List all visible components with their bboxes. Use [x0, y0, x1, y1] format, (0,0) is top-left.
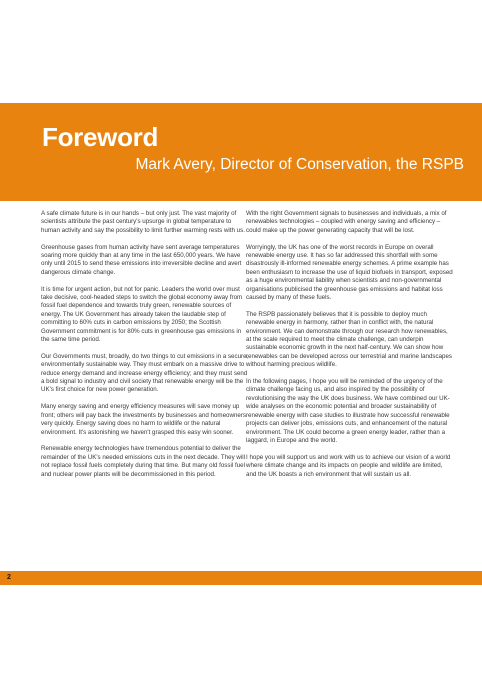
paragraph: With the right Government signals to businesses and individuals, a mix of renewables technologies – coupled with energy saving and efficiency – could make up the power generating capacity that will be lost. — [246, 210, 447, 234]
paragraph: Renewable energy technologies have tremendous potential to deliver the remainder of the UK's needed emissions cuts in the next decade. They will not replace fossil fuels completely during that time. But many old fossil fuel and nuclear power plants will be decommissioned in this period. — [41, 445, 245, 478]
paragraph: In the following pages, I hope you will be reminded of the urgency of the climate challenge facing us, and also inspired by the possibility of revolutionising the way the UK does business. We have combined our UK-wide analyses on the economic potential and broader sustainability of renewable energy with case studies to illustrate how successful renewable projects can deliver jobs, emissions cuts, and enhancement of the natural environment. The UK could become a green energy leader, rather than a laggard, in Europe and the world. — [246, 378, 450, 444]
paragraph: A safe climate future is in our hands – but only just. The vast majority of scientists attribute the past century's upsurge in global temperature to human activity and say the possibility to limit further warming rests with us. — [41, 210, 245, 234]
paragraph: It is time for urgent action, but not for panic. Leaders the world over must take decisive, cool-headed steps to switch the global economy away from fossil fuel dependence and towards truly green, renewable sources of energy. The UK Government has already taken the laudable step of committing to 60% cuts in carbon emissions by 2050; the Scottish Government commitment is for 80% cuts in greenhouse gas emissions in the same time period. — [41, 285, 243, 344]
paragraph: Many energy saving and energy efficiency measures will save money up front; others will pay back the investments by businesses and homeowners very quickly. Energy saving does no harm to wildlife or the natural environment. It's astonishing we haven't grasped this easy win sooner. — [41, 403, 246, 436]
paragraph: Our Governments must, broadly, do two things to cut emissions in a secure, environmentally sustainable way. They must embark on a massive drive to reduce energy demand and increase energy efficiency; and they must send a bold signal to industry and civil society that renewable energy will be the UK's first choice for new power generation. — [41, 352, 249, 394]
page-title: Foreword — [42, 122, 159, 152]
page-subtitle: Mark Avery, Director of Conservation, the RSPB — [135, 156, 464, 173]
paragraph: I hope you will support us and work with us to achieve our vision of a world where climate change and its impacts on people and wildlife are limited, and the UK boasts a rich environment that will sustain us all. — [246, 453, 451, 478]
paragraph: Greenhouse gases from human activity have sent average temperatures soaring more quickly than at any time in the last 650,000 years. We have only until 2015 to send these emissions into irreversible decline and avert dangerous climate change. — [41, 243, 242, 276]
paragraph: Worryingly, the UK has one of the worst records in Europe on overall renewable energy use. It has so far addressed this shortfall with some disastrously ill-informed renewable energy schemes. A prime example has been enthusiasm to increase the use of liquid biofuels in transport, exposed as a huge environmental liability when scientists and non-governmental organisations publicised the greenhouse gas emissions and habitat loss caused by many of these fuels. — [246, 243, 453, 302]
left-column — [41, 210, 249, 487]
right-column — [246, 210, 454, 487]
header-band — [0, 103, 482, 201]
page-number-bar — [0, 571, 482, 585]
page-number: 2 — [7, 574, 11, 581]
paragraph: The RSPB passionately believes that it is possible to deploy much renewable energy in harmony, rather than in conflict with, the natural environment. We can demonstrate through our research how renewables, at the scale required to meet the climate challenge, can underpin sustainable economic growth in the next half-century. We can show how renewables can be developed across our terrestrial and marine landscapes without harming precious wildlife. — [246, 310, 453, 369]
